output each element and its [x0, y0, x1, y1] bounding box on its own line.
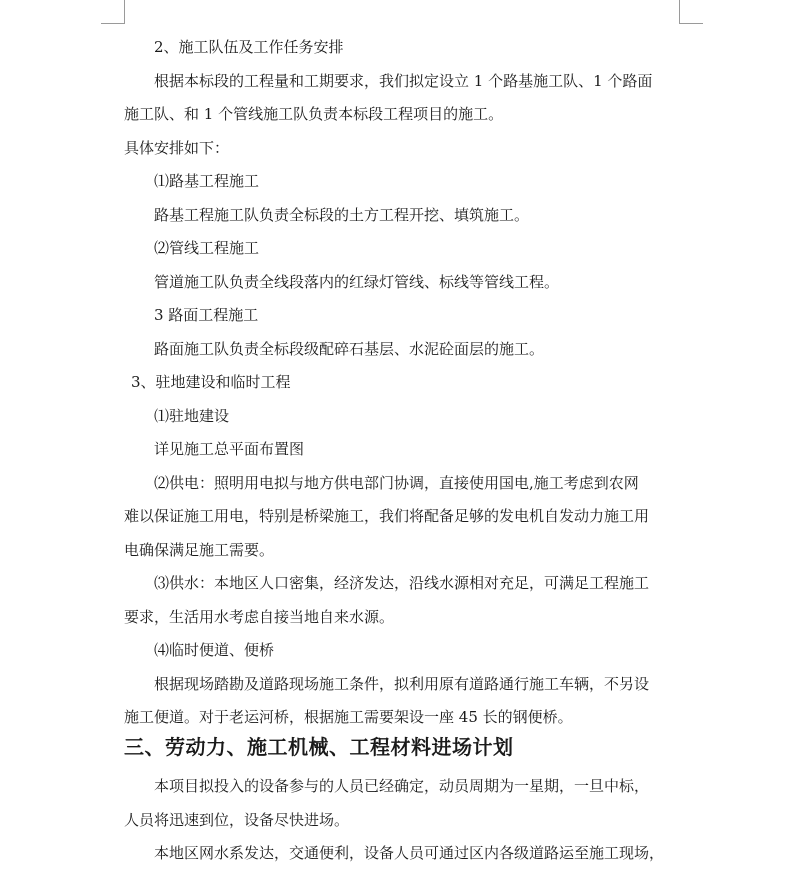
- document-body-continued: [124, 770, 684, 871]
- list-item-title: ⑴驻地建设: [154, 406, 230, 425]
- paragraph-line: 根据现场踏勘及道路现场施工条件，拟利用原有道路通行施工车辆，不另设: [154, 674, 650, 693]
- section-heading: 3、驻地建设和临时工程: [131, 373, 291, 391]
- list-item-title: ⑵管线工程施工: [154, 239, 260, 257]
- paragraph-line: 根据本标段的工程量和工期要求，我们拟定设立 1 个路基施工队、1 个路面: [154, 71, 653, 90]
- paragraph-line: ⑵供电：照明用电拟与地方供电部门协调，直接使用国电,施工考虑到农网: [154, 473, 639, 492]
- list-item-title: 3 路面工程施工: [154, 306, 259, 324]
- chapter-heading: 三、劳动力、施工机械、工程材料进场计划: [124, 735, 514, 759]
- paragraph-line: 路面施工队负责全标段级配碎石基层、水泥砼面层的施工。: [154, 339, 545, 358]
- document-body: [124, 31, 680, 735]
- paragraph-line: 难以保证施工用电，特别是桥梁施工，我们将配备足够的发电机自发动力施工用: [124, 507, 650, 525]
- paragraph-line: 本项目拟投入的设备参与的人员已经确定，动员周期为一星期，一旦中标，: [154, 777, 650, 795]
- paragraph-line: 详见施工总平面布置图: [154, 440, 305, 458]
- crop-mark-right: [679, 0, 703, 24]
- paragraph-line: 施工队、和 1 个管线施工队负责本标段工程项目的施工。: [124, 105, 504, 123]
- paragraph-line: 本地区网水系发达，交通便利，设备人员可通过区内各级道路运至施工现场，: [154, 844, 665, 862]
- paragraph-line: 具体安排如下：: [124, 138, 230, 157]
- paragraph-line: 要求，生活用水考虑自接当地自来水源。: [124, 607, 395, 626]
- paragraph-line: 施工便道。对于老运河桥，根据施工需要架设一座 45 长的钢便桥。: [124, 708, 573, 726]
- paragraph-line: 管道施工队负责全线段落内的红绿灯管线、标线等管线工程。: [154, 272, 560, 291]
- paragraph-line: 路基工程施工队负责全标段的土方工程开挖、填筑施工。: [154, 205, 530, 224]
- list-item-title: ⑷临时便道、便桥: [154, 641, 275, 659]
- paragraph-line: 人员将迅速到位，设备尽快进场。: [124, 810, 350, 829]
- list-item-title: ⑴路基工程施工: [154, 172, 260, 190]
- crop-mark-left: [101, 0, 125, 24]
- paragraph-line: 电确保满足施工需要。: [124, 540, 275, 559]
- section-heading: 2、施工队伍及工作任务安排: [154, 38, 344, 56]
- paragraph-line: ⑶供水：本地区人口密集，经济发达，沿线水源相对充足，可满足工程施工: [154, 574, 650, 592]
